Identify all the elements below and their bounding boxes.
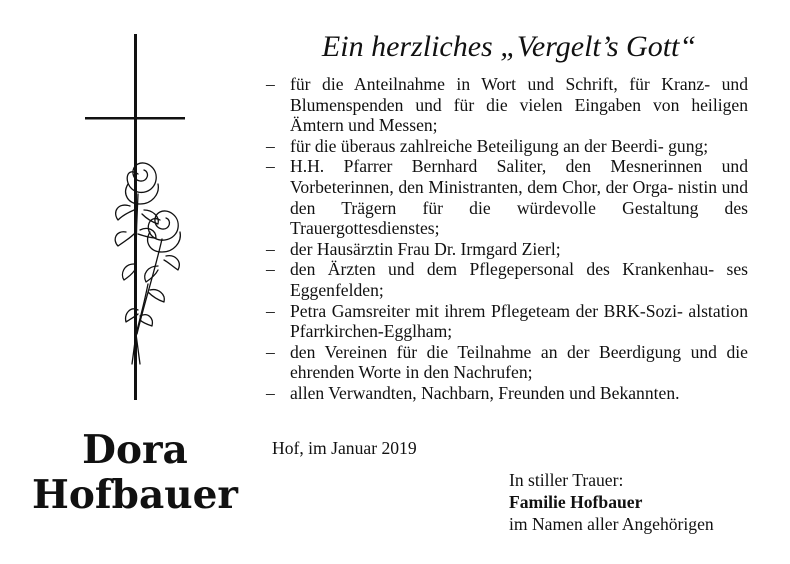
place-date: Hof, im Januar 2019	[272, 438, 417, 458]
thanks-text: allen Verwandten, Nachbarn, Freunden und Bekannten.	[290, 382, 680, 403]
thanks-item	[264, 259, 748, 300]
deceased-last-name: Hofbauer	[32, 472, 238, 518]
thanks-item	[264, 239, 748, 260]
mourners-block	[509, 469, 714, 535]
dash-marker: –	[266, 74, 275, 94]
mourners-relatives: im Namen aller Angehörigen	[509, 514, 714, 534]
thanks-list	[264, 74, 748, 404]
notice-title: Ein herzliches „Vergelt’s Gott“	[321, 30, 697, 63]
thanks-text: für die Anteilnahme in Wort und Schrift, für Kranz- und Blumenspenden und für die vielen Eingaben von heiligen Ämtern und Messen;	[290, 74, 748, 136]
thanks-text: den Vereinen für die Teilnahme an der Beerdigung und die ehrenden Worte in den Nachrufen;	[290, 341, 748, 383]
cross-with-roses-artwork	[78, 34, 198, 406]
thanks-item	[264, 301, 748, 342]
thanks-text: Petra Gamsreiter mit ihrem Pflegeteam der BRK-Sozi- alstation Pfarrkirchen-Egglham;	[290, 300, 748, 342]
thanks-item	[264, 74, 748, 136]
deceased-first-name: Dora	[82, 427, 188, 473]
thanks-item	[264, 156, 748, 238]
thanks-text: H.H. Pfarrer Bernhard Saliter, den Mesnerinnen und Vorbeterinnen, den Ministranten, dem Chor, der Orga- nistin und den Trägern für die würdevolle Gestaltung des Trauergottesdienstes;	[290, 156, 748, 239]
dash-marker: –	[266, 341, 275, 362]
mourners-intro: In stiller Trauer:	[509, 470, 624, 490]
dash-marker: –	[266, 382, 275, 403]
thanks-item	[264, 136, 748, 157]
thanks-text: den Ärzten und dem Pflegepersonal des Krankenhau- ses Eggenfelden;	[290, 259, 748, 300]
thanks-item	[264, 342, 748, 383]
dash-marker: –	[266, 300, 275, 321]
deceased-name	[10, 428, 260, 518]
dash-marker: –	[266, 156, 275, 177]
roses-icon	[115, 163, 180, 370]
thanks-text: für die überaus zahlreiche Beteiligung an der Beerdi- gung;	[290, 135, 709, 156]
dash-marker: –	[266, 135, 275, 156]
thanks-text: der Hausärztin Frau Dr. Irmgard Zierl;	[290, 238, 561, 259]
thanks-item	[264, 383, 748, 404]
dash-marker: –	[266, 238, 275, 259]
mourners-family: Familie Hofbauer	[509, 492, 643, 512]
dash-marker: –	[266, 259, 275, 280]
